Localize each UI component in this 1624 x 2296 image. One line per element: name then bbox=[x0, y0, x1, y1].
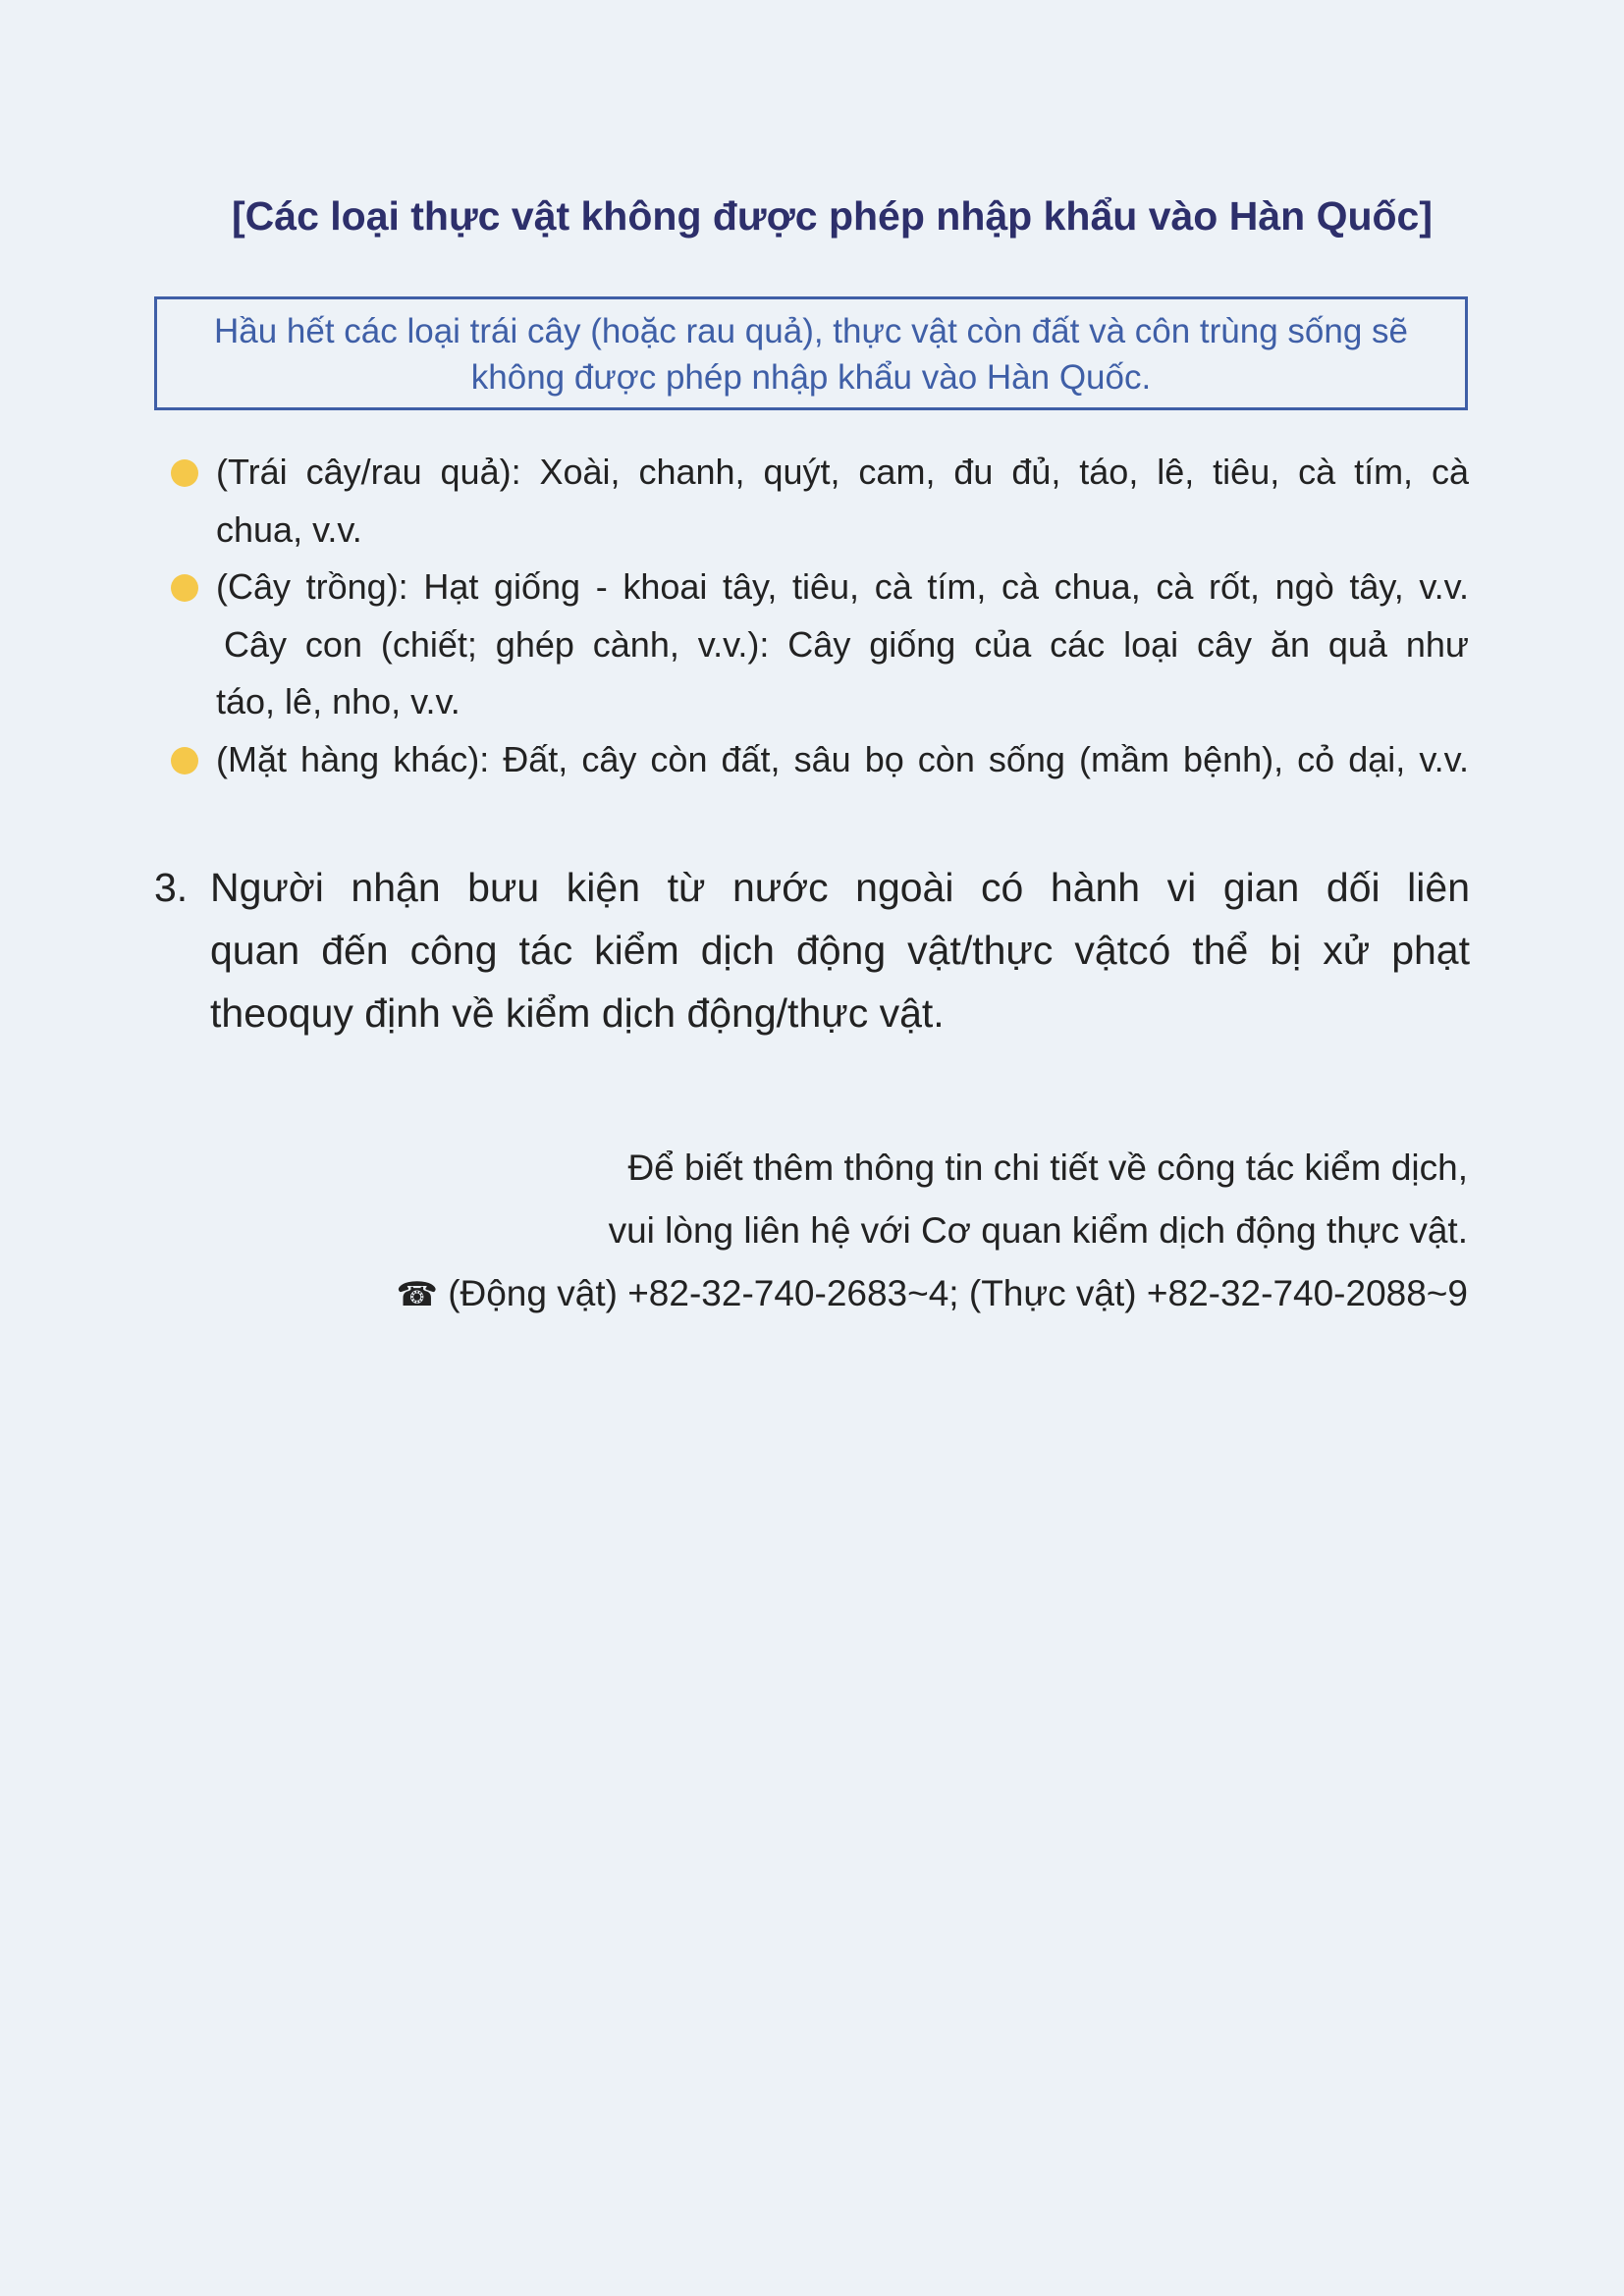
notice-line-1: Hầu hết các loại trái cây (hoặc rau quả), thực vật còn đất và côn trùng sống sẽ bbox=[213, 312, 1409, 350]
notice-box bbox=[154, 296, 1468, 410]
page-title: [Các loại thực vật không được phép nhập khẩu vào Hàn Quốc] bbox=[232, 193, 1434, 239]
prohibited-items-list bbox=[167, 444, 1469, 788]
telephone-icon: ☎ bbox=[396, 1276, 438, 1313]
bullet-dot-icon bbox=[171, 459, 198, 487]
section-number: 3. bbox=[154, 865, 189, 910]
contact-line-1: Để biết thêm thông tin chi tiết về công tác kiểm dịch, bbox=[627, 1148, 1468, 1188]
list-item-text: chua, v.v. bbox=[216, 508, 362, 550]
notice-line-2: không được phép nhập khẩu vào Hàn Quốc. bbox=[470, 358, 1152, 397]
list-item-fruits bbox=[167, 444, 1469, 559]
bullet-dot-icon bbox=[171, 574, 198, 602]
section-3-text: quan đến công tác kiểm dịch động vật/thực vậtcó thể bị xử phạt bbox=[210, 928, 1470, 973]
list-item-text: (Cây trồng): Hạt giống - khoai tây, tiêu, cà tím, cà chua, cà rốt, ngò tây, v.v. bbox=[216, 566, 1469, 607]
contact-line-2: vui lòng liên hệ với Cơ quan kiểm dịch động thực vật. bbox=[608, 1210, 1468, 1251]
bullet-dot-icon bbox=[171, 747, 198, 774]
section-3 bbox=[154, 856, 1470, 1044]
phone-numbers: (Động vật) +82-32-740-2683~4; (Thực vật) +82-32-740-2088~9 bbox=[448, 1273, 1468, 1313]
section-3-text: Người nhận bưu kiện từ nước ngoài có hành vi gian dối liên bbox=[210, 865, 1470, 910]
section-3-text: theoquy định về kiểm dịch động/thực vật. bbox=[210, 990, 945, 1036]
contact-info bbox=[397, 1137, 1468, 1326]
list-item-text: Cây con (chiết; ghép cành, v.v.): Cây giống của các loại cây ăn quả như bbox=[224, 623, 1469, 665]
list-item-text: (Mặt hàng khác): Đất, cây còn đất, sâu bọ còn sống (mầm bệnh), cỏ dại, v.v. bbox=[216, 738, 1469, 779]
list-item-plants bbox=[167, 559, 1469, 731]
list-item-text: táo, lê, nho, v.v. bbox=[216, 681, 460, 721]
contact-phone-line bbox=[397, 1262, 1468, 1326]
list-item-other bbox=[167, 731, 1469, 789]
list-item-text: (Trái cây/rau quả): Xoài, chanh, quýt, cam, đu đủ, táo, lê, tiêu, cà tím, cà bbox=[216, 452, 1469, 492]
